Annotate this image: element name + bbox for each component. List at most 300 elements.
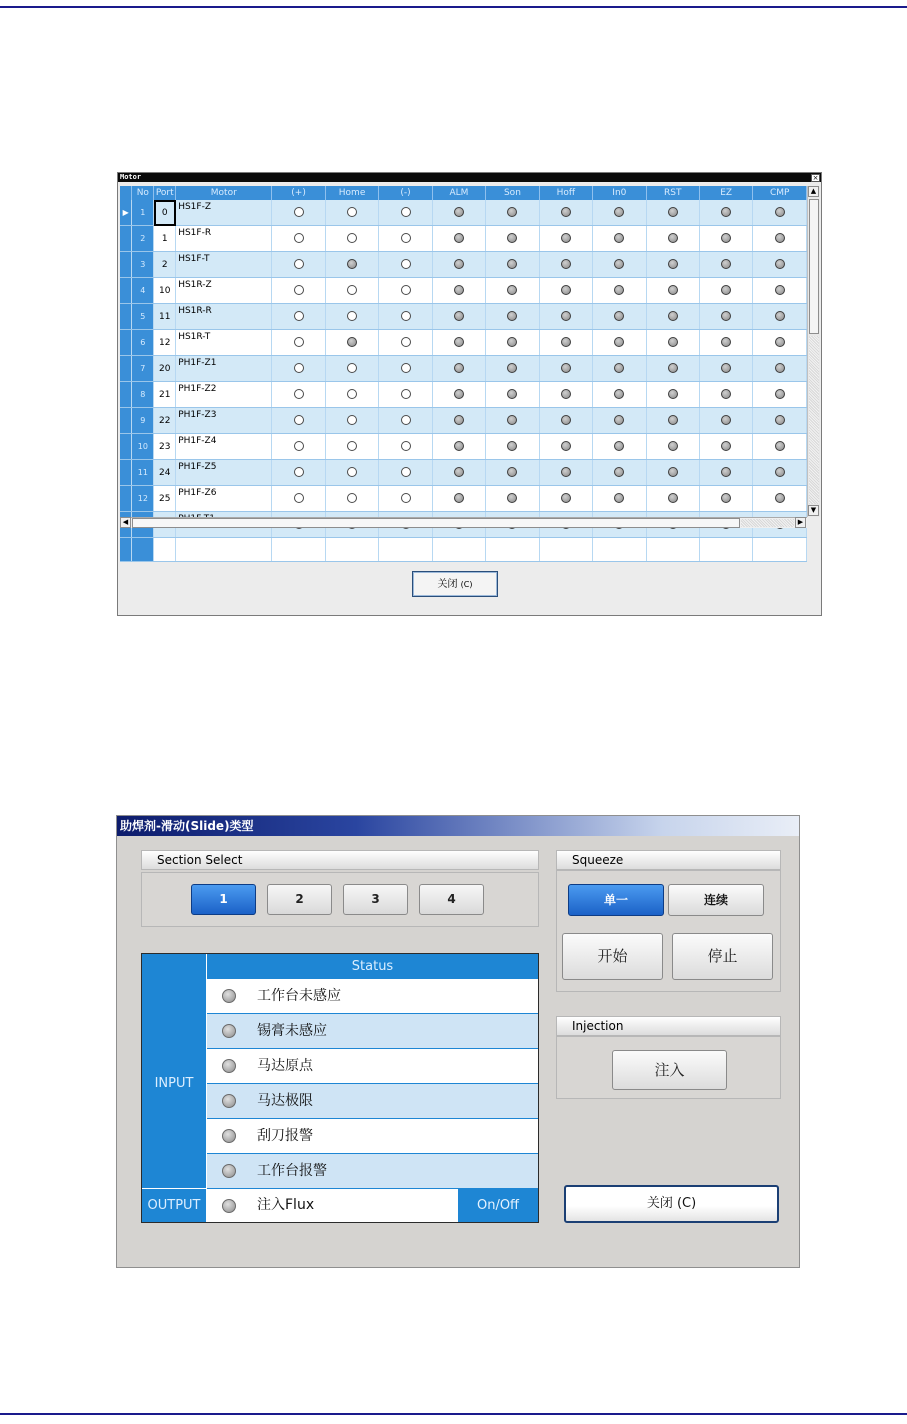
motor-name-cell[interactable]: PH1F-Z2 (176, 382, 272, 408)
status-cell (325, 382, 379, 408)
hscroll-thumb[interactable] (132, 518, 740, 528)
status-cell (646, 356, 699, 382)
status-cell (486, 252, 539, 278)
column-header[interactable]: Home (325, 186, 379, 200)
motor-close-shortcut: (C) (460, 580, 473, 589)
led-off-icon (294, 363, 304, 373)
motor-name-cell[interactable]: HS1F-R (176, 226, 272, 252)
status-cell (539, 408, 592, 434)
status-cell (486, 486, 539, 512)
status-cell (379, 382, 432, 408)
led-off-icon (347, 467, 357, 477)
column-header[interactable]: CMP (753, 186, 807, 200)
table-row[interactable] (120, 252, 807, 278)
led-off-icon (294, 259, 304, 269)
status-led-icon (222, 1129, 236, 1143)
flux-close-button[interactable]: 关闭 (C) (564, 1185, 779, 1223)
led-on-icon (507, 233, 517, 243)
row-number: 6 (132, 330, 154, 356)
status-cell (646, 408, 699, 434)
led-on-icon (454, 441, 464, 451)
section-2-button[interactable]: 2 (267, 884, 332, 915)
status-cell (272, 304, 325, 330)
led-on-icon (561, 441, 571, 451)
led-off-icon (294, 233, 304, 243)
led-on-icon (614, 389, 624, 399)
led-on-icon (454, 467, 464, 477)
led-on-icon (775, 233, 785, 243)
status-cell (432, 252, 485, 278)
column-header[interactable]: No (132, 186, 154, 200)
led-on-icon (614, 207, 624, 217)
led-on-icon (507, 311, 517, 321)
port-cell[interactable]: 1 (154, 226, 176, 252)
status-cell (379, 460, 432, 486)
motor-name-cell[interactable]: HS1R-R (176, 304, 272, 330)
status-cell (646, 200, 699, 226)
led-on-icon (614, 415, 624, 425)
status-led-icon (222, 1094, 236, 1108)
status-cell (646, 486, 699, 512)
flux-window-title: 助焊剂-滑动(Slide)类型 (117, 816, 799, 836)
input-status-row (207, 1084, 538, 1119)
led-on-icon (507, 415, 517, 425)
motor-name-cell[interactable]: HS1F-Z (176, 200, 272, 226)
status-cell (272, 278, 325, 304)
row-selector[interactable] (120, 434, 132, 460)
top-rule (0, 6, 907, 8)
led-off-icon (294, 415, 304, 425)
led-on-icon (668, 285, 678, 295)
input-status-row (207, 1049, 538, 1084)
led-on-icon (614, 311, 624, 321)
led-on-icon (721, 207, 731, 217)
status-cell (753, 226, 807, 252)
led-on-icon (347, 337, 357, 347)
input-status-label: 工作台未感应 (257, 988, 341, 1004)
status-cell (593, 330, 646, 356)
status-cell (753, 356, 807, 382)
led-on-icon (668, 389, 678, 399)
led-on-icon (775, 467, 785, 477)
led-on-icon (507, 363, 517, 373)
status-led-icon (222, 1059, 236, 1073)
status-led-icon (222, 989, 236, 1003)
row-selector[interactable] (120, 356, 132, 382)
status-cell (379, 408, 432, 434)
motor-name-cell[interactable]: HS1R-Z (176, 278, 272, 304)
status-cell (272, 408, 325, 434)
led-off-icon (347, 441, 357, 451)
table-row[interactable] (120, 278, 807, 304)
status-cell (272, 252, 325, 278)
output-label: 注入Flux (257, 1197, 315, 1213)
horizontal-scrollbar[interactable] (120, 517, 807, 528)
section-4-button[interactable]: 4 (419, 884, 484, 915)
flux-window (116, 815, 800, 1268)
column-header[interactable]: Motor (176, 186, 272, 200)
port-cell[interactable]: 12 (154, 330, 176, 356)
led-on-icon (721, 311, 731, 321)
inject-button[interactable]: 注入 (612, 1050, 727, 1090)
led-off-icon (401, 441, 411, 451)
row-selector[interactable] (120, 330, 132, 356)
status-cell (379, 356, 432, 382)
close-icon[interactable]: × (812, 174, 819, 182)
led-on-icon (507, 493, 517, 503)
section-3-button[interactable]: 3 (343, 884, 408, 915)
motor-name-cell[interactable]: PH1F-Z3 (176, 408, 272, 434)
led-on-icon (561, 285, 571, 295)
port-cell[interactable]: 21 (154, 382, 176, 408)
motor-name-cell[interactable]: PH1F-Z1 (176, 356, 272, 382)
led-on-icon (454, 493, 464, 503)
status-cell (379, 252, 432, 278)
vertical-scrollbar[interactable] (807, 186, 820, 517)
led-off-icon (347, 233, 357, 243)
led-off-icon (347, 389, 357, 399)
status-cell (539, 460, 592, 486)
status-cell (700, 252, 753, 278)
scroll-right-icon[interactable]: ▶ (795, 517, 806, 528)
led-on-icon (561, 415, 571, 425)
input-status-row (207, 979, 538, 1014)
led-off-icon (294, 389, 304, 399)
status-corner-cell (142, 954, 207, 979)
led-off-icon (294, 441, 304, 451)
scroll-up-icon[interactable]: ▲ (808, 186, 819, 197)
status-cell (486, 356, 539, 382)
column-header[interactable]: RST (646, 186, 699, 200)
motor-name-cell[interactable]: HS1F-T (176, 252, 272, 278)
led-on-icon (721, 337, 731, 347)
status-cell (379, 486, 432, 512)
column-header[interactable]: Son (486, 186, 539, 200)
column-header[interactable]: Hoff (539, 186, 592, 200)
table-row[interactable] (120, 382, 807, 408)
led-on-icon (775, 363, 785, 373)
row-selector[interactable] (120, 486, 132, 512)
led-on-icon (721, 389, 731, 399)
motor-name-cell[interactable]: PH1F-Z6 (176, 486, 272, 512)
scroll-down-icon[interactable]: ▼ (808, 505, 819, 516)
scroll-track[interactable] (809, 336, 819, 504)
led-on-icon (507, 337, 517, 347)
motor-table-header (120, 186, 807, 200)
port-cell[interactable]: 24 (154, 460, 176, 486)
status-cell (646, 382, 699, 408)
status-cell (646, 330, 699, 356)
led-off-icon (294, 207, 304, 217)
single-mode-button[interactable]: 单一 (568, 884, 664, 916)
led-on-icon (561, 233, 571, 243)
led-on-icon (561, 311, 571, 321)
input-status-label: 工作台报警 (257, 1163, 327, 1179)
led-on-icon (668, 363, 678, 373)
motor-close-label: 关闭 (437, 579, 458, 590)
table-row[interactable] (120, 330, 807, 356)
current-row-arrow-icon[interactable]: ▶ (120, 200, 132, 226)
status-cell (272, 356, 325, 382)
status-cell (272, 434, 325, 460)
status-cell (700, 408, 753, 434)
status-cell (432, 226, 485, 252)
status-cell (700, 382, 753, 408)
led-on-icon (454, 207, 464, 217)
led-on-icon (668, 493, 678, 503)
port-cell[interactable]: 22 (154, 408, 176, 434)
led-off-icon (401, 493, 411, 503)
status-cell (753, 330, 807, 356)
row-number: 11 (132, 460, 154, 486)
status-cell (539, 356, 592, 382)
row-selector[interactable] (120, 408, 132, 434)
stop-button[interactable]: 停止 (672, 933, 773, 980)
led-off-icon (401, 285, 411, 295)
table-row[interactable] (120, 304, 807, 330)
row-selector[interactable] (120, 252, 132, 278)
led-on-icon (507, 467, 517, 477)
port-cell[interactable]: 11 (154, 304, 176, 330)
status-cell (700, 304, 753, 330)
led-on-icon (668, 311, 678, 321)
status-cell (646, 278, 699, 304)
status-cell (700, 434, 753, 460)
port-cell[interactable]: 0 (154, 200, 176, 226)
status-cell (432, 408, 485, 434)
row-number: 8 (132, 382, 154, 408)
row-number: 5 (132, 304, 154, 330)
status-cell (486, 226, 539, 252)
led-on-icon (668, 337, 678, 347)
led-on-icon (347, 259, 357, 269)
led-on-icon (561, 467, 571, 477)
led-on-icon (668, 441, 678, 451)
row-number: 4 (132, 278, 154, 304)
status-cell (593, 382, 646, 408)
led-off-icon (401, 467, 411, 477)
status-cell (325, 330, 379, 356)
led-on-icon (614, 233, 624, 243)
status-cell (486, 382, 539, 408)
motor-close-button[interactable] (412, 571, 498, 597)
led-on-icon (721, 259, 731, 269)
status-cell (753, 200, 807, 226)
status-cell (700, 356, 753, 382)
row-selector[interactable] (120, 278, 132, 304)
status-cell (486, 304, 539, 330)
led-on-icon (507, 259, 517, 269)
led-off-icon (347, 311, 357, 321)
motor-name-cell[interactable]: PH1F-Z5 (176, 460, 272, 486)
status-cell (753, 486, 807, 512)
status-cell (753, 460, 807, 486)
row-selector-header (120, 186, 132, 200)
led-off-icon (401, 311, 411, 321)
row-selector[interactable] (120, 382, 132, 408)
status-cell (539, 226, 592, 252)
status-cell (379, 278, 432, 304)
input-status-row (207, 1154, 538, 1189)
status-cell (646, 460, 699, 486)
section-select-title: Section Select (141, 850, 539, 870)
status-cell (593, 226, 646, 252)
status-cell (700, 278, 753, 304)
status-cell (432, 278, 485, 304)
led-off-icon (294, 493, 304, 503)
led-off-icon (401, 259, 411, 269)
led-off-icon (294, 467, 304, 477)
output-led-icon (222, 1199, 236, 1213)
table-row[interactable] (120, 434, 807, 460)
led-on-icon (721, 493, 731, 503)
led-on-icon (561, 363, 571, 373)
input-status-label: 锡膏未感应 (257, 1023, 327, 1039)
led-on-icon (507, 441, 517, 451)
table-row[interactable] (120, 356, 807, 382)
status-cell (539, 278, 592, 304)
column-header[interactable]: (+) (272, 186, 325, 200)
status-cell (432, 382, 485, 408)
led-off-icon (294, 337, 304, 347)
status-cell (593, 278, 646, 304)
led-on-icon (561, 207, 571, 217)
status-cell (379, 226, 432, 252)
status-cell (539, 330, 592, 356)
status-cell (646, 304, 699, 330)
status-cell (486, 408, 539, 434)
status-cell (700, 460, 753, 486)
table-row[interactable] (120, 408, 807, 434)
led-on-icon (614, 259, 624, 269)
continuous-mode-button[interactable]: 连续 (668, 884, 764, 916)
status-cell (539, 304, 592, 330)
row-selector[interactable] (120, 226, 132, 252)
on-off-button[interactable]: On/Off (458, 1189, 538, 1222)
section-1-button[interactable]: 1 (191, 884, 256, 915)
status-cell (593, 408, 646, 434)
status-cell (272, 382, 325, 408)
led-on-icon (668, 467, 678, 477)
column-header[interactable]: In0 (593, 186, 646, 200)
table-row[interactable] (120, 200, 807, 226)
led-on-icon (721, 233, 731, 243)
motor-window (117, 172, 822, 616)
table-row[interactable] (120, 226, 807, 252)
led-on-icon (561, 389, 571, 399)
led-on-icon (454, 311, 464, 321)
column-header[interactable]: (-) (379, 186, 432, 200)
column-header[interactable]: EZ (700, 186, 753, 200)
status-cell (753, 304, 807, 330)
table-row[interactable] (120, 486, 807, 512)
status-cell (700, 486, 753, 512)
led-off-icon (347, 493, 357, 503)
status-led-icon (222, 1164, 236, 1178)
row-selector[interactable] (120, 304, 132, 330)
squeeze-title: Squeeze (556, 850, 781, 870)
led-off-icon (347, 363, 357, 373)
status-cell (646, 434, 699, 460)
status-cell (593, 434, 646, 460)
status-cell (539, 252, 592, 278)
led-on-icon (507, 207, 517, 217)
input-section-label: INPUT (142, 979, 207, 1188)
input-status-label: 刮刀报警 (257, 1128, 313, 1144)
led-on-icon (454, 389, 464, 399)
status-cell (646, 226, 699, 252)
start-button[interactable]: 开始 (562, 933, 663, 980)
led-on-icon (721, 285, 731, 295)
port-cell[interactable]: 2 (154, 252, 176, 278)
led-off-icon (294, 311, 304, 321)
port-cell[interactable]: 23 (154, 434, 176, 460)
status-cell (593, 304, 646, 330)
status-header: Status (207, 954, 538, 979)
table-row-partial (120, 538, 807, 562)
led-on-icon (614, 363, 624, 373)
led-off-icon (401, 337, 411, 347)
input-status-label: 马达原点 (257, 1058, 313, 1074)
status-cell (325, 408, 379, 434)
led-on-icon (775, 259, 785, 269)
led-on-icon (454, 259, 464, 269)
column-header[interactable]: Port (154, 186, 176, 200)
status-cell (486, 434, 539, 460)
row-selector[interactable] (120, 460, 132, 486)
row-number: 10 (132, 434, 154, 460)
column-header[interactable]: ALM (432, 186, 485, 200)
status-cell (432, 330, 485, 356)
status-cell (325, 304, 379, 330)
table-row[interactable] (120, 460, 807, 486)
status-cell (325, 434, 379, 460)
output-section-label: OUTPUT (142, 1189, 207, 1222)
motor-name-cell[interactable]: PH1F-Z4 (176, 434, 272, 460)
status-led-icon (222, 1024, 236, 1038)
led-off-icon (401, 207, 411, 217)
port-cell[interactable]: 20 (154, 356, 176, 382)
led-off-icon (347, 207, 357, 217)
scroll-left-icon[interactable]: ◀ (120, 517, 131, 528)
led-on-icon (614, 493, 624, 503)
status-cell (272, 460, 325, 486)
status-cell (486, 200, 539, 226)
status-cell (700, 330, 753, 356)
led-on-icon (775, 285, 785, 295)
input-status-label: 马达极限 (257, 1093, 313, 1109)
status-cell (753, 252, 807, 278)
row-number: 9 (132, 408, 154, 434)
motor-window-title: Motor (120, 173, 142, 181)
led-on-icon (614, 285, 624, 295)
hscroll-track[interactable] (741, 519, 794, 527)
status-cell (325, 356, 379, 382)
scroll-thumb[interactable] (809, 199, 819, 334)
row-number: 2 (132, 226, 154, 252)
led-on-icon (614, 441, 624, 451)
port-cell[interactable]: 25 (154, 486, 176, 512)
led-on-icon (454, 233, 464, 243)
port-cell[interactable]: 10 (154, 278, 176, 304)
led-on-icon (775, 207, 785, 217)
led-on-icon (775, 389, 785, 399)
motor-name-cell[interactable]: HS1R-T (176, 330, 272, 356)
row-number: 7 (132, 356, 154, 382)
status-cell (593, 486, 646, 512)
status-cell (646, 252, 699, 278)
led-on-icon (668, 207, 678, 217)
